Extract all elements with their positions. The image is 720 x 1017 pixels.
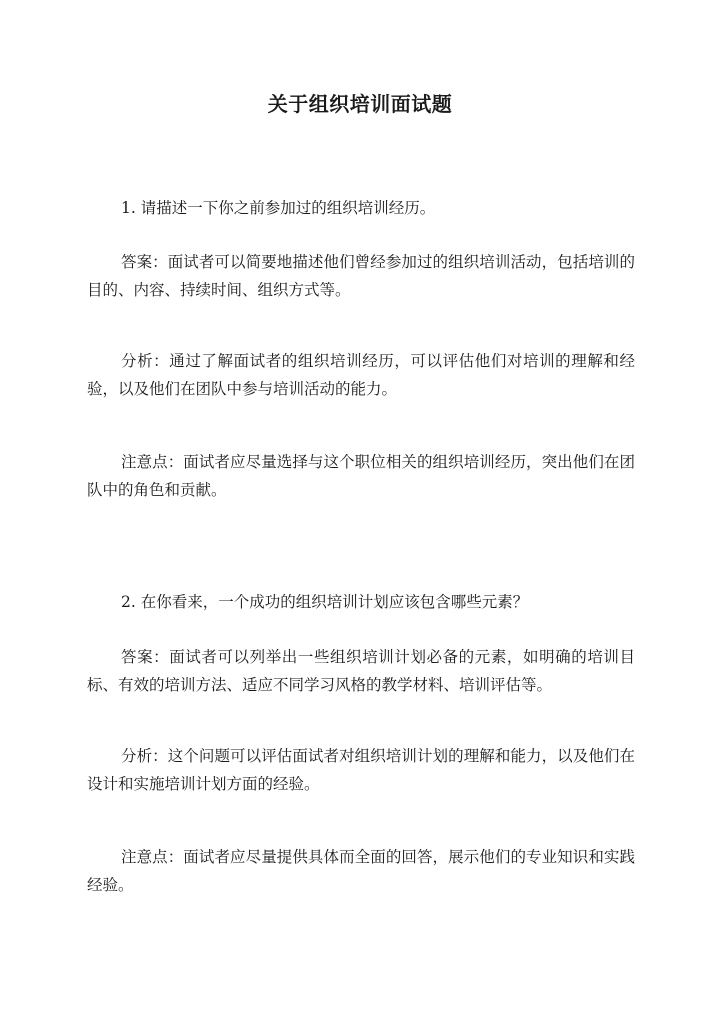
- question-1: 1. 请描述一下你之前参加过的组织培训经历。: [121, 199, 436, 217]
- answer-1: 答案：面试者可以简要地描述他们曾经参加过的组织培训活动，包括培训的目的、内容、持续时间、组织方式等。: [87, 253, 635, 299]
- question-2: 2. 在你看来，一个成功的组织培训计划应该包含哪些元素？: [121, 593, 529, 611]
- analysis-2: 分析：这个问题可以评估面试者对组织培训计划的理解和能力，以及他们在设计和实施培训计划方面的经验。: [87, 747, 635, 793]
- page-title: 关于组织培训面试题: [267, 92, 453, 116]
- answer-2: 答案：面试者可以列举出一些组织培训计划必备的元素，如明确的培训目标、有效的培训方法、适应不同学习风格的教学材料、培训评估等。: [87, 648, 635, 694]
- note-1: 注意点：面试者应尽量选择与这个职位相关的组织培训经历，突出他们在团队中的角色和贡献。: [87, 453, 635, 499]
- analysis-1: 分析：通过了解面试者的组织培训经历，可以评估他们对培训的理解和经验，以及他们在团队中参与培训活动的能力。: [87, 352, 635, 398]
- note-2: 注意点：面试者应尽量提供具体而全面的回答，展示他们的专业知识和实践经验。: [87, 848, 635, 894]
